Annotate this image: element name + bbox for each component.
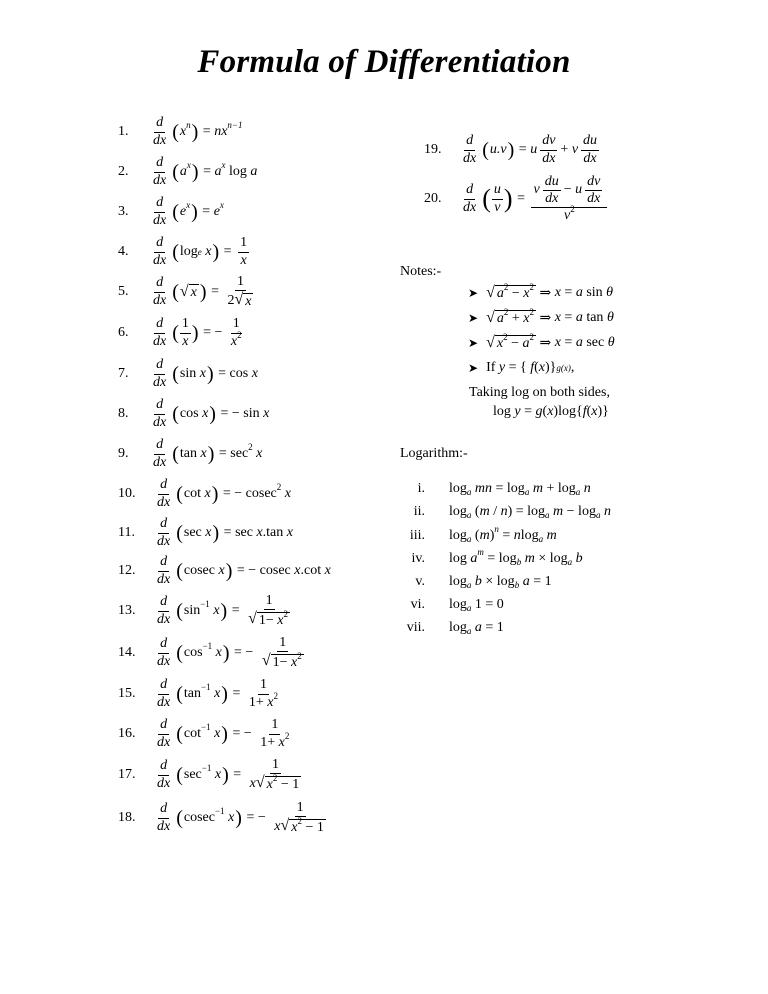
formula-19: 19. $\frac{d}{dx}$ ( u.v ) = u $\frac{dv}{dx}$ + v $\frac{du}{dx}$ bbox=[424, 133, 598, 166]
taking-log-text: Taking log on both sides, bbox=[469, 385, 610, 400]
note-2: ➤ √ $a^2 + x^2$ ⇒ x = a tan θ bbox=[468, 307, 614, 326]
formula-7: 7. $\frac{d}{dx}$ ( sin x ) = cos x bbox=[118, 357, 258, 390]
formula-11: 11. $\frac{d}{dx}$ ( sec x ) = sec x .tan x bbox=[118, 516, 293, 549]
formula-4: 4. $\frac{d}{dx}$ ( log e x ) = $\frac{1}{x}$ bbox=[118, 235, 248, 268]
formula-number: 9. bbox=[118, 446, 129, 461]
log-rule-6: vi. $\log_a 1 = 0$ bbox=[400, 597, 504, 613]
log-rule-5: v. $\log_a b \times \log_b a = 1$ bbox=[400, 574, 552, 590]
formula-number: 14. bbox=[118, 645, 136, 660]
formula-20: 20. $\frac{d}{dx}$ ( $\frac{u}{v}$ ) = v $\frac{du}{dx}$ − u $\frac{dv}{dx}$ $v^2$ bbox=[424, 170, 610, 228]
log-rule-1: i. $\log_a$ mn = $\log_a m + \log_a n$ bbox=[400, 481, 591, 497]
formula-12: 12. $\frac{d}{dx}$ ( cosec x ) = − cosec x .cot x bbox=[118, 554, 331, 587]
formula-18: 18. $\frac{d}{dx}$ ( cosec$^{-1}$ x ) = − 1 x √ $x^2 - 1$ bbox=[118, 800, 324, 835]
formula-list-left bbox=[118, 112, 378, 840]
formula-number: 4. bbox=[118, 244, 129, 259]
formula-number: 19. bbox=[424, 142, 442, 157]
if-label: If bbox=[486, 360, 496, 375]
roman-numeral: ii. bbox=[413, 504, 425, 519]
arrow-bullet-icon: ➤ bbox=[468, 335, 479, 350]
arrow-bullet-icon: ➤ bbox=[468, 360, 479, 375]
formula-6: 6. $\frac{d}{dx}$ ( $\frac{1}{x}$ ) = − $\frac{1}{x^2}$ bbox=[118, 316, 242, 349]
formula-8: 8. $\frac{d}{dx}$ ( cos x ) = − sin x bbox=[118, 397, 270, 430]
log-rule-3: iii. $\log_a (m)^n = nlog_a$ m bbox=[400, 528, 557, 544]
log-both-sides-formula: log y = g(x)log{f(x)} bbox=[493, 404, 609, 419]
formula-number: 1. bbox=[118, 124, 129, 139]
formula-10: 10. $\frac{d}{dx}$ ( cot x ) = − cosec$^2$ x bbox=[118, 477, 291, 510]
formula-1: 1. $\frac{d}{dx}$ ( $x^n$ ) = $nx^{n-1}$ bbox=[118, 115, 243, 148]
formula-number: 12. bbox=[118, 563, 136, 578]
formula-5: 5. $\frac{d}{dx}$ ( √ x ) = 1 2 √ x bbox=[118, 274, 252, 309]
note-1: ➤ √ $a^2 - x^2$ ⇒ x = a sin θ bbox=[468, 282, 614, 301]
formula-number: 18. bbox=[118, 810, 136, 825]
formula-number: 3. bbox=[118, 204, 129, 219]
formula-number: 7. bbox=[118, 366, 129, 381]
formula-list-right bbox=[424, 130, 610, 228]
formula-number: 11. bbox=[118, 525, 135, 540]
formula-number: 2. bbox=[118, 164, 129, 179]
formula-9: 9. $\frac{d}{dx}$ ( tan x ) = $\sec^2$ x bbox=[118, 437, 263, 470]
roman-numeral: iv. bbox=[411, 551, 425, 566]
formula-number: 6. bbox=[118, 325, 129, 340]
roman-numeral: vi. bbox=[410, 597, 425, 612]
formula-17: 17. $\frac{d}{dx}$ ( $\sec^{-1}$ x ) = 1 x √ $x^2 - 1$ bbox=[118, 757, 300, 792]
formula-number: 15. bbox=[118, 686, 136, 701]
log-rule-4: iv. $\log a^m = \log_b m \times \log_a b$ bbox=[400, 551, 583, 567]
formula-number: 5. bbox=[118, 284, 129, 299]
log-rule-2: ii. $\log_a (m / n) = \log_a m - \log_a n$ bbox=[400, 504, 611, 520]
formula-number: 20. bbox=[424, 191, 442, 206]
arrow-bullet-icon: ➤ bbox=[468, 285, 479, 300]
notes-heading: Notes:- bbox=[400, 264, 442, 279]
roman-numeral: i. bbox=[417, 481, 425, 496]
roman-numeral: v. bbox=[415, 574, 425, 589]
page-title: Formula of Differentiation bbox=[197, 44, 571, 80]
formula-number: 13. bbox=[118, 603, 136, 618]
formula-13: 13. $\frac{d}{dx}$ ( $\sin^{-1}$ x ) = 1 √ $1- x^2$ bbox=[118, 593, 289, 628]
roman-numeral: iii. bbox=[409, 528, 425, 543]
formula-16: 16. $\frac{d}{dx}$ ( $\cot^{-1}$ x ) = − $\frac{1}{1+ x^2}$ bbox=[118, 717, 290, 750]
formula-number: 8. bbox=[118, 406, 129, 421]
log-rule-7: vii. $\log_a a = 1$ bbox=[400, 620, 504, 636]
formula-number: 17. bbox=[118, 767, 136, 782]
note-3: ➤ √ $x^2 - a^2$ ⇒ x = a sec θ bbox=[468, 332, 615, 351]
formula-number: 16. bbox=[118, 726, 136, 741]
formula-3: 3. $\frac{d}{dx}$ ( $e^x$ ) = $e^x$ bbox=[118, 195, 224, 228]
formula-2: 2. $\frac{d}{dx}$ ( $a^x$ ) = $a^x$ log a bbox=[118, 155, 258, 188]
logarithm-heading: Logarithm:- bbox=[400, 446, 468, 461]
note-4: ➤ If y = { f ( x )} g(x) , bbox=[468, 360, 575, 375]
formula-15: 15. $\frac{d}{dx}$ ( $\tan^{-1}$ x ) = $\frac{1}{1+ x^2}$ bbox=[118, 677, 278, 710]
formula-number: 10. bbox=[118, 486, 136, 501]
arrow-bullet-icon: ➤ bbox=[468, 310, 479, 325]
roman-numeral: vii. bbox=[406, 620, 425, 635]
formula-14: 14. $\frac{d}{dx}$ ( $\cos^{-1}$ x ) = − 1 √ $1- x^2$ bbox=[118, 635, 302, 670]
